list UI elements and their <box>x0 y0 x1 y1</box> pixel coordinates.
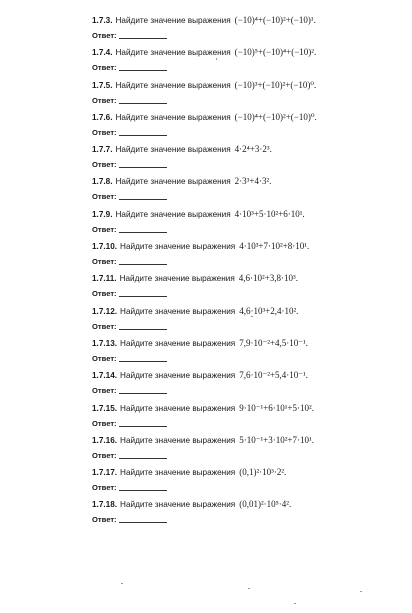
problem-expression: (0,01)²·10⁵·4². <box>239 499 292 510</box>
problem-item <box>92 400 404 432</box>
answer-blank[interactable] <box>119 392 167 394</box>
answer-row <box>92 157 404 173</box>
problem-number: 1.7.17. <box>92 468 118 478</box>
problem-statement <box>92 432 404 448</box>
problem-item <box>92 173 404 205</box>
problem-text: Найдите значение выражения <box>120 371 236 381</box>
problem-text: Найдите значение выражения <box>115 177 231 187</box>
answer-label: Ответ: <box>92 353 117 363</box>
problem-statement <box>92 238 404 254</box>
answer-label: Ответ: <box>92 386 117 396</box>
scan-speck <box>360 591 362 592</box>
problem-item <box>92 206 404 238</box>
problem-expression: (−10)³+(−10)²+(−10)⁰. <box>234 79 317 90</box>
answer-blank[interactable] <box>119 134 167 136</box>
answer-label: Ответ: <box>92 483 117 493</box>
problem-item <box>92 335 404 367</box>
problem-statement <box>92 335 404 351</box>
problem-text: Найдите значение выражения <box>120 500 236 510</box>
problem-statement <box>92 141 404 157</box>
answer-blank[interactable] <box>119 102 167 104</box>
problem-statement <box>92 400 404 416</box>
problem-text: Найдите значение выражения <box>115 145 231 155</box>
answer-label: Ответ: <box>92 31 117 40</box>
problem-expression: (0,1)²·10³·2². <box>239 467 287 478</box>
problem-item <box>92 464 404 496</box>
problem-list <box>92 12 404 529</box>
answer-row <box>92 125 404 141</box>
problem-item <box>92 141 404 173</box>
problem-statement <box>92 367 404 383</box>
problem-expression: 9·10⁻¹+6·10¹+5·10². <box>239 402 314 413</box>
answer-row <box>92 351 404 367</box>
problem-number: 1.7.4. <box>92 48 113 58</box>
answer-row <box>92 416 404 432</box>
problem-expression: 4,6·10³+2,4·10². <box>239 305 299 316</box>
problem-statement <box>92 303 404 319</box>
problem-statement <box>92 496 404 512</box>
problem-text: Найдите значение выражения <box>115 209 231 219</box>
problem-expression: (−10)⁵+(−10)⁴+(−10)². <box>234 47 317 58</box>
problem-number: 1.7.15. <box>92 403 118 413</box>
problem-number: 1.7.9. <box>92 209 113 219</box>
problem-text: Найдите значение выражения <box>120 242 236 252</box>
answer-label: Ответ: <box>92 160 117 170</box>
problem-statement <box>92 173 404 189</box>
answer-label: Ответ: <box>92 192 117 202</box>
answer-label: Ответ: <box>92 418 117 428</box>
problem-number: 1.7.5. <box>92 80 113 90</box>
problem-statement <box>92 12 404 28</box>
problem-expression: (−10)⁴+(−10)²+(−10)⁰. <box>234 111 317 122</box>
answer-label: Ответ: <box>92 95 117 105</box>
answer-label: Ответ: <box>92 321 117 331</box>
scan-speck <box>248 588 250 589</box>
problem-expression: 5·10⁻¹+3·10²+7·10¹. <box>239 434 314 445</box>
answer-label: Ответ: <box>92 515 117 525</box>
problem-number: 1.7.16. <box>92 435 118 445</box>
problem-item <box>92 367 404 399</box>
problem-expression: 7,6·10⁻²+5,4·10⁻¹. <box>239 370 308 381</box>
problem-statement <box>92 206 404 222</box>
answer-blank[interactable] <box>119 521 167 523</box>
problem-expression: (−10)⁴+(−10)²+(−10)¹. <box>234 15 316 25</box>
scan-speck <box>294 603 296 604</box>
scan-speck <box>251 316 253 317</box>
problem-item <box>92 12 404 44</box>
answer-blank[interactable] <box>119 231 167 233</box>
problem-number: 1.7.18. <box>92 500 118 510</box>
answer-blank[interactable] <box>119 328 167 330</box>
problem-item <box>92 44 404 76</box>
answer-blank[interactable] <box>119 489 167 491</box>
problem-text: Найдите значение выражения <box>119 274 235 284</box>
problem-number: 1.7.7. <box>92 145 113 155</box>
answer-blank[interactable] <box>119 263 167 265</box>
problem-expression: 2·3³+4·3². <box>234 176 272 187</box>
problem-expression: 4,6·10²+3,8·10³. <box>238 273 298 284</box>
answer-row <box>92 480 404 496</box>
problem-text: Найдите значение выражения <box>120 435 236 445</box>
answer-row <box>92 28 404 44</box>
answer-row <box>92 93 404 109</box>
answer-label: Ответ: <box>92 257 117 267</box>
problem-number: 1.7.14. <box>92 371 118 381</box>
answer-label: Ответ: <box>92 63 117 73</box>
problem-text: Найдите значение выражения <box>115 80 231 90</box>
problem-text: Найдите значение выражения <box>120 338 236 348</box>
answer-blank[interactable] <box>119 295 167 297</box>
problem-statement <box>92 464 404 480</box>
answer-row <box>92 512 404 528</box>
answer-blank[interactable] <box>119 37 167 39</box>
problem-expression: 4·10³+7·10²+8·10¹. <box>239 241 310 252</box>
problem-item <box>92 432 404 464</box>
problem-number: 1.7.6. <box>92 112 113 122</box>
problem-number: 1.7.12. <box>92 306 118 316</box>
problem-text: Найдите значение выражения <box>115 16 231 25</box>
problem-text: Найдите значение выражения <box>120 403 236 413</box>
problem-statement <box>92 77 404 93</box>
problem-statement <box>92 270 404 286</box>
scan-speck <box>121 583 123 584</box>
problem-statement <box>92 109 404 125</box>
answer-label: Ответ: <box>92 289 117 299</box>
answer-row <box>92 383 404 399</box>
answer-blank[interactable] <box>119 166 167 168</box>
problem-text: Найдите значение выражения <box>115 48 231 58</box>
problem-item <box>92 496 404 528</box>
answer-blank[interactable] <box>119 69 167 71</box>
answer-label: Ответ: <box>92 224 117 234</box>
answer-row <box>92 254 404 270</box>
scan-speck <box>216 58 217 60</box>
answer-row <box>92 448 404 464</box>
problem-item <box>92 303 404 335</box>
answer-blank[interactable] <box>119 425 167 427</box>
problem-item <box>92 77 404 109</box>
problem-expression: 4·2⁴+3·2³. <box>234 144 272 155</box>
problem-statement <box>92 44 404 60</box>
answer-row <box>92 319 404 335</box>
problem-text: Найдите значение выражения <box>120 306 236 316</box>
answer-blank[interactable] <box>119 457 167 459</box>
answer-row <box>92 60 404 76</box>
problem-text: Найдите значение выражения <box>115 112 231 122</box>
answer-row <box>92 189 404 205</box>
problem-number: 1.7.11. <box>92 274 117 284</box>
problem-expression: 7,9·10⁻²+4,5·10⁻¹. <box>239 337 308 348</box>
answer-label: Ответ: <box>92 450 117 460</box>
problem-number: 1.7.8. <box>92 177 113 187</box>
answer-row <box>92 222 404 238</box>
problem-number: 1.7.3. <box>92 16 113 25</box>
answer-blank[interactable] <box>119 360 167 362</box>
answer-blank[interactable] <box>119 198 167 200</box>
problem-number: 1.7.13. <box>92 338 118 348</box>
problem-item <box>92 238 404 270</box>
problem-item <box>92 109 404 141</box>
problem-item <box>92 270 404 302</box>
problem-text: Найдите значение выражения <box>120 468 236 478</box>
problem-number: 1.7.10. <box>92 242 118 252</box>
answer-row <box>92 286 404 302</box>
problem-expression: 4·10³+5·10²+6·10¹. <box>234 208 305 219</box>
answer-label: Ответ: <box>92 127 117 137</box>
